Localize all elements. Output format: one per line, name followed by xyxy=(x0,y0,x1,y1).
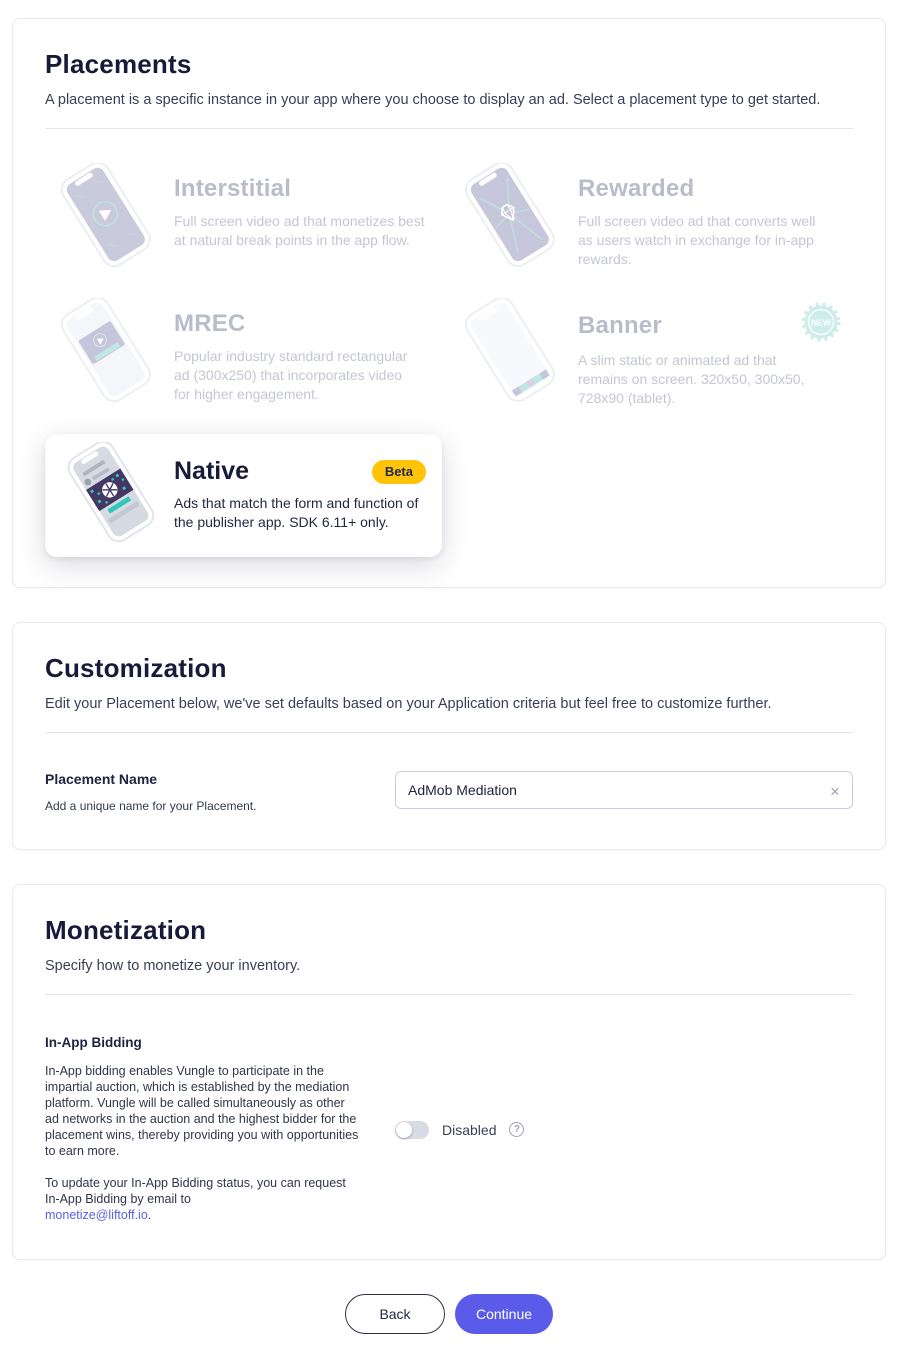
monetization-title: Monetization xyxy=(45,915,207,945)
placement-name-row xyxy=(45,771,853,813)
mrec-phone-icon xyxy=(45,298,174,407)
interstitial-phone-icon xyxy=(45,163,174,272)
placement-option-title: Interstitial xyxy=(174,175,292,202)
in-app-bidding-status: Disabled xyxy=(442,1121,497,1138)
placement-name-label: Placement Name xyxy=(45,771,158,787)
placement-option-title: Rewarded xyxy=(578,175,695,202)
placements-title: Placements xyxy=(45,49,192,79)
toggle-knob xyxy=(396,1122,412,1138)
monetization-card xyxy=(12,884,886,1260)
placement-option-title: Native xyxy=(174,457,250,485)
banner-phone-icon xyxy=(449,298,578,407)
placement-option-native[interactable] xyxy=(45,434,442,557)
placement-option-description: Popular industry standard rectangular ad (300x250) that incorporates video for higher engagement. xyxy=(174,348,408,402)
native-phone-icon xyxy=(51,442,174,547)
new-badge xyxy=(801,302,841,342)
in-app-bidding-description: In-App bidding enables Vungle to participate in the impartial auction, which is established by the mediation platform. Vungle will be called simultaneously as other ad networks in the auction and the highest bidder for the placement wins, thereby providing you with opportunities to earn more. xyxy=(45,1064,359,1158)
placements-card xyxy=(12,18,886,588)
continue-button[interactable]: Continue xyxy=(455,1294,553,1334)
placement-option-banner[interactable] xyxy=(449,298,853,408)
placement-option-description: Full screen video ad that monetizes best at natural break points in the app flow. xyxy=(174,213,425,248)
clear-input-icon[interactable]: × xyxy=(825,782,845,802)
placement-option-mrec[interactable] xyxy=(45,298,449,408)
footer-actions xyxy=(0,1294,898,1364)
in-app-bidding-row xyxy=(45,1035,853,1223)
placement-options-grid xyxy=(45,163,853,557)
placement-option-description: Full screen video ad that converts well as users watch in exchange for in-app rewards. xyxy=(578,213,816,267)
placement-option-interstitial[interactable] xyxy=(45,163,449,272)
placement-option-title: Banner xyxy=(578,312,662,339)
beta-badge: Beta xyxy=(372,460,426,484)
placement-name-input[interactable] xyxy=(395,771,853,809)
svg-text:NEW: NEW xyxy=(811,317,831,328)
placement-option-description: A slim static or animated ad that remains on screen. 320x50, 300x50, 728x90 (tablet). xyxy=(578,352,805,406)
monetize-email-link[interactable]: monetize@liftoff.io xyxy=(45,1208,148,1222)
after-link-text: . xyxy=(147,1208,152,1222)
divider xyxy=(45,128,853,129)
customization-subtitle: Edit your Placement below, we've set defaults based on your Application criteria but feel free to customize further. xyxy=(45,696,772,712)
placement-name-helper: Add a unique name for your Placement. xyxy=(45,799,257,813)
divider xyxy=(45,732,853,733)
monetization-subtitle: Specify how to monetize your inventory. xyxy=(45,958,301,974)
back-button[interactable]: Back xyxy=(345,1294,445,1334)
customization-card xyxy=(12,622,886,850)
placement-option-description: Ads that match the form and function of the publisher app. SDK 6.11+ only. xyxy=(174,495,419,530)
rewarded-phone-icon xyxy=(449,163,578,272)
customization-title: Customization xyxy=(45,653,227,683)
placement-option-rewarded[interactable] xyxy=(449,163,853,272)
in-app-bidding-toggle[interactable] xyxy=(395,1121,429,1139)
divider xyxy=(45,994,853,995)
help-icon[interactable]: ? xyxy=(509,1122,524,1137)
placements-subtitle: A placement is a specific instance in your app where you choose to display an ad. Select a placement type to get started. xyxy=(45,92,821,108)
in-app-bidding-label: In-App Bidding xyxy=(45,1035,142,1050)
placement-option-title: MREC xyxy=(174,310,246,337)
in-app-bidding-request-note xyxy=(45,1175,359,1223)
request-text: To update your In-App Bidding status, you can request In-App Bidding by email to xyxy=(45,1176,346,1206)
